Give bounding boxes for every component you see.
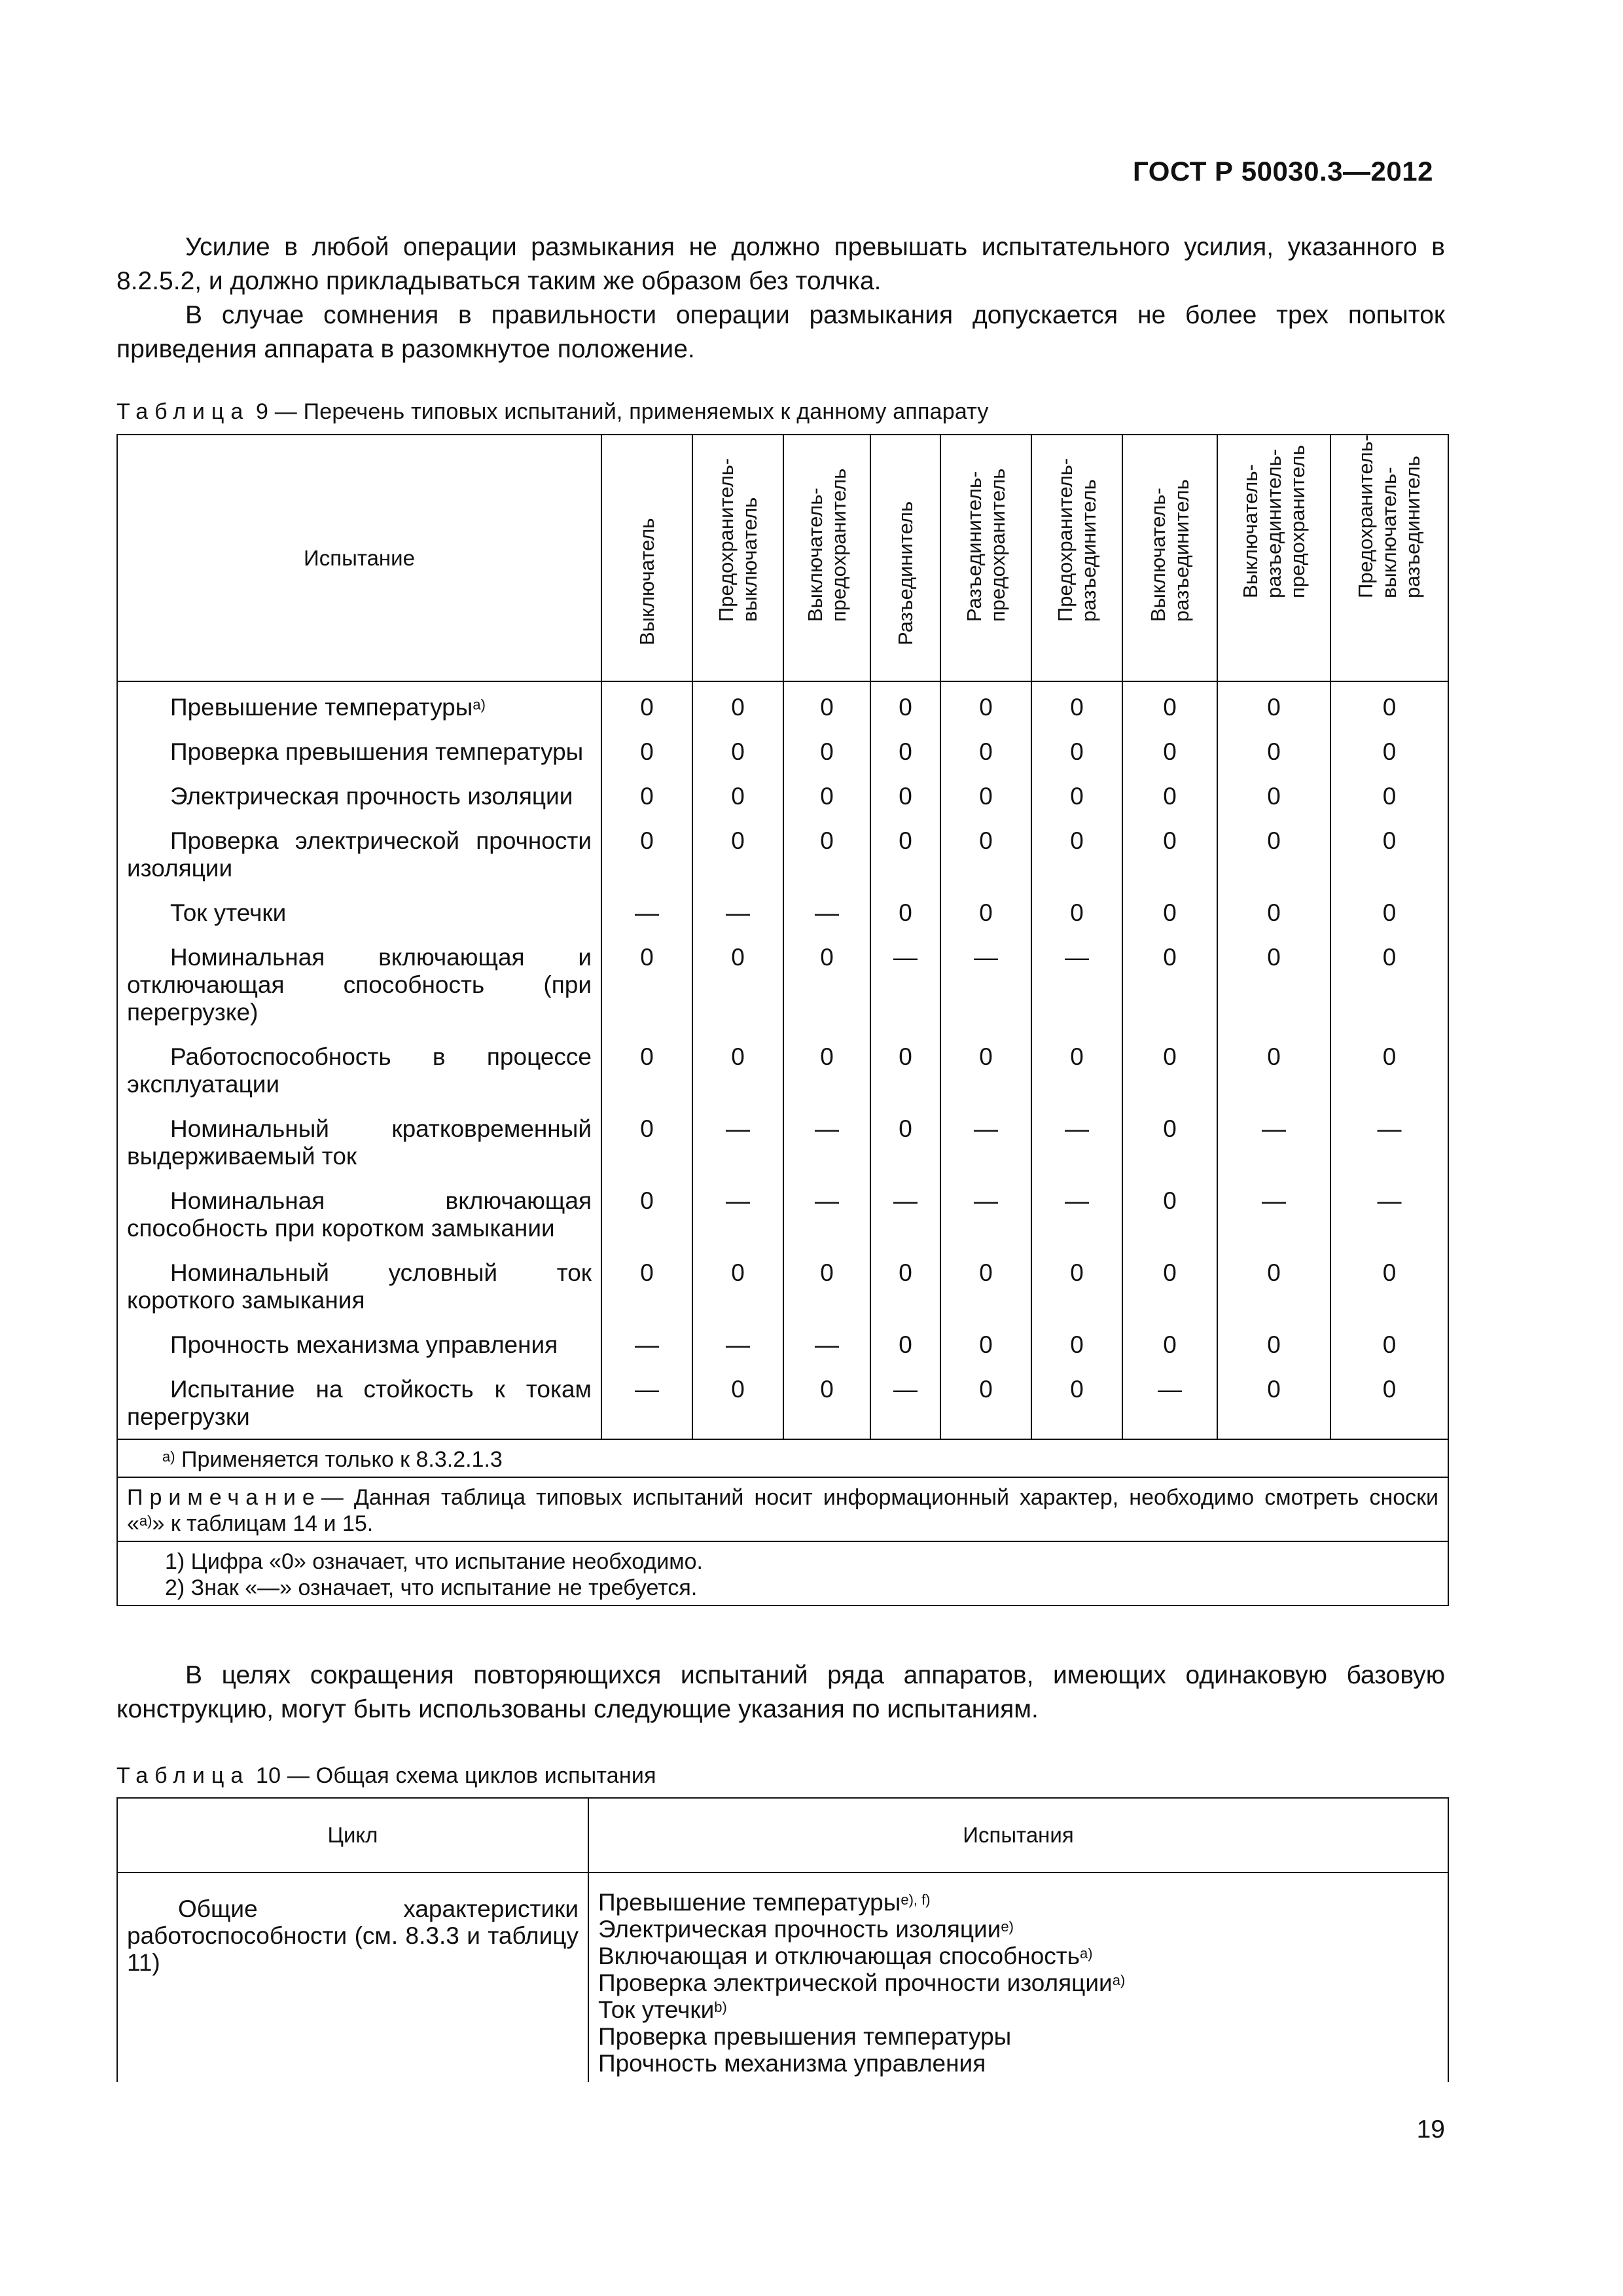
requirement-cell: 0 bbox=[1031, 888, 1122, 932]
table-row bbox=[117, 888, 1448, 932]
test-name-cell bbox=[117, 771, 601, 816]
test-item-text: Прочность механизма управления bbox=[598, 2050, 986, 2077]
requirement-cell: — bbox=[940, 1103, 1031, 1175]
table9-footnote-mark: a) bbox=[162, 1448, 175, 1465]
requirement-cell: 0 bbox=[1217, 932, 1330, 1031]
requirement-cell: — bbox=[783, 1103, 870, 1175]
table9-header-col bbox=[1031, 435, 1122, 681]
test-name-cell bbox=[117, 1175, 601, 1247]
table9-note-text-1: — Данная таблица типовых испытаний носит информационный характер, необходимо смотреть сноски « bbox=[127, 1485, 1438, 1536]
test-item-footnote-mark: b) bbox=[714, 1999, 727, 2015]
requirement-cell: 0 bbox=[783, 1031, 870, 1103]
table10-caption-text: 10 — Общая схема циклов испытания bbox=[255, 1763, 656, 1788]
requirement-cell: 0 bbox=[1031, 771, 1122, 816]
table9-header-col bbox=[940, 435, 1031, 681]
requirement-cell: 0 bbox=[1031, 1031, 1122, 1103]
test-name-cell bbox=[117, 1247, 601, 1319]
table9-note-text-2: » к таблицам 14 и 15. bbox=[152, 1511, 374, 1536]
table9-legend bbox=[117, 1541, 1448, 1605]
table-row bbox=[117, 1319, 1448, 1364]
table9-header-test: Испытание bbox=[117, 435, 601, 681]
test-name-cell bbox=[117, 816, 601, 888]
list-item bbox=[598, 1889, 1438, 1916]
requirement-cell: 0 bbox=[783, 1247, 870, 1319]
table-row bbox=[117, 816, 1448, 888]
requirement-cell: 0 bbox=[1031, 1364, 1122, 1439]
requirement-cell: 0 bbox=[692, 816, 783, 888]
requirement-cell: 0 bbox=[692, 681, 783, 726]
requirement-cell: 0 bbox=[1217, 1031, 1330, 1103]
requirement-cell: 0 bbox=[1330, 1247, 1448, 1319]
requirement-cell: 0 bbox=[692, 1247, 783, 1319]
test-name: Номинальная включающая и отключающая способность (при перегрузке) bbox=[127, 944, 592, 1026]
table-row bbox=[117, 932, 1448, 1031]
requirement-cell: 0 bbox=[1122, 1175, 1217, 1247]
table9-header-col bbox=[1330, 435, 1448, 681]
table9-header-row bbox=[117, 435, 1448, 681]
requirement-cell: 0 bbox=[940, 1364, 1031, 1439]
table9-header-col bbox=[870, 435, 940, 681]
requirement-cell: 0 bbox=[870, 771, 940, 816]
table9-legend-item-2: 2) Знак «—» означает, что испытание не требуется. bbox=[165, 1575, 698, 1600]
table9-header-col bbox=[1217, 435, 1330, 681]
table9-note-word: Примечание bbox=[127, 1485, 321, 1510]
requirement-cell: 0 bbox=[870, 681, 940, 726]
requirement-cell: 0 bbox=[1330, 771, 1448, 816]
requirement-cell: — bbox=[692, 1319, 783, 1364]
table-row bbox=[117, 726, 1448, 771]
table9-header-col-label: Выключатель bbox=[635, 518, 658, 645]
requirement-cell: 0 bbox=[1031, 816, 1122, 888]
table10-tests-cell bbox=[588, 1873, 1448, 2082]
test-name-cell bbox=[117, 1031, 601, 1103]
requirement-cell: 0 bbox=[1217, 888, 1330, 932]
table-test-cycles bbox=[116, 1797, 1449, 2082]
requirement-cell: 0 bbox=[870, 816, 940, 888]
test-name: Электрическая прочность изоляции bbox=[170, 783, 573, 810]
requirement-cell: 0 bbox=[601, 816, 692, 888]
requirement-cell: 0 bbox=[1122, 1103, 1217, 1175]
requirement-cell: — bbox=[870, 932, 940, 1031]
requirement-cell: 0 bbox=[692, 1031, 783, 1103]
table9-header-col-label: Выключатель- разъединитель bbox=[1146, 479, 1193, 622]
requirement-cell: 0 bbox=[940, 1247, 1031, 1319]
table9-header-col-wrap bbox=[1032, 435, 1122, 681]
requirement-cell: 0 bbox=[940, 726, 1031, 771]
requirement-cell: 0 bbox=[1031, 681, 1122, 726]
requirement-cell: — bbox=[692, 1175, 783, 1247]
table-row bbox=[117, 681, 1448, 726]
table9-header-col-label: Разъединитель bbox=[893, 501, 917, 645]
requirement-cell: — bbox=[940, 932, 1031, 1031]
table9-legend-item-1: 1) Цифра «0» означает, что испытание необходимо. bbox=[165, 1549, 703, 1574]
test-name: Номинальный условный ток короткого замыкания bbox=[127, 1259, 592, 1314]
requirement-cell: 0 bbox=[1330, 1364, 1448, 1439]
requirement-cell: 0 bbox=[1330, 932, 1448, 1031]
test-name-cell bbox=[117, 1319, 601, 1364]
table9-caption bbox=[116, 399, 989, 425]
requirement-cell: 0 bbox=[1330, 726, 1448, 771]
requirement-cell: 0 bbox=[1217, 816, 1330, 888]
list-item bbox=[598, 1916, 1438, 1943]
requirement-cell: — bbox=[783, 888, 870, 932]
paragraph-opening-attempts: В случае сомнения в правильности операции размыкания допускается не более трех попыток приведения аппарата в разомкнутое положение. bbox=[116, 301, 1445, 363]
table9-body bbox=[117, 681, 1448, 1439]
test-name-cell bbox=[117, 932, 601, 1031]
requirement-cell: 0 bbox=[692, 932, 783, 1031]
requirement-cell: 0 bbox=[1122, 816, 1217, 888]
requirement-cell: — bbox=[1217, 1175, 1330, 1247]
test-name: Превышение температуры bbox=[170, 694, 473, 721]
table-row bbox=[117, 1364, 1448, 1439]
requirement-cell: 0 bbox=[870, 1247, 940, 1319]
test-name-cell bbox=[117, 1103, 601, 1175]
table9-header-col bbox=[692, 435, 783, 681]
test-name: Проверка электрической прочности изоляции bbox=[127, 827, 592, 882]
table-row bbox=[117, 1175, 1448, 1247]
paragraph-test-guidance: В целях сокращения повторяющихся испытаний ряда аппаратов, имеющих одинаковую базовую конструкцию, могут быть использованы следующие указания по испытаниям. bbox=[116, 1661, 1445, 1723]
requirement-cell: 0 bbox=[601, 726, 692, 771]
table9-header-col bbox=[601, 435, 692, 681]
table9-header-col-wrap bbox=[941, 435, 1031, 681]
table9-header-col-wrap bbox=[1123, 435, 1217, 681]
requirement-cell: 0 bbox=[1330, 1319, 1448, 1364]
test-item-footnote-mark: e) bbox=[1001, 1918, 1014, 1935]
requirement-cell: 0 bbox=[870, 888, 940, 932]
test-item-text: Электрическая прочность изоляции bbox=[598, 1916, 1001, 1943]
requirement-cell: 0 bbox=[1122, 1031, 1217, 1103]
table9-header-col-label: Предохранитель- выключатель- разъединитель bbox=[1354, 434, 1424, 598]
test-name: Испытание на стойкость к токам перегрузки bbox=[127, 1376, 592, 1430]
list-item bbox=[598, 2023, 1438, 2050]
requirement-cell: 0 bbox=[1330, 888, 1448, 932]
table9-note-row bbox=[117, 1477, 1448, 1541]
requirement-cell: — bbox=[783, 1175, 870, 1247]
table9-header-col bbox=[1122, 435, 1217, 681]
document-code: ГОСТ Р 50030.3—2012 bbox=[1133, 156, 1433, 187]
requirement-cell: 0 bbox=[1122, 726, 1217, 771]
requirement-cell: — bbox=[1330, 1175, 1448, 1247]
requirement-cell: — bbox=[940, 1175, 1031, 1247]
list-item bbox=[598, 2050, 1438, 2077]
requirement-cell: 0 bbox=[940, 888, 1031, 932]
requirement-cell: — bbox=[1122, 1364, 1217, 1439]
test-name: Номинальный кратковременный выдерживаемый ток bbox=[127, 1115, 592, 1170]
requirement-cell: 0 bbox=[601, 1103, 692, 1175]
requirement-cell: 0 bbox=[1031, 1247, 1122, 1319]
requirement-cell: 0 bbox=[870, 1103, 940, 1175]
table9-footnote-text: Применяется только к 8.3.2.1.3 bbox=[181, 1447, 503, 1472]
test-name-cell bbox=[117, 726, 601, 771]
requirement-cell: 0 bbox=[940, 771, 1031, 816]
test-name: Номинальная включающая способность при коротком замыкании bbox=[127, 1187, 592, 1242]
requirement-cell: — bbox=[692, 1103, 783, 1175]
table9-header-col-label: Выключатель- предохранитель bbox=[803, 468, 850, 622]
table10-caption bbox=[116, 1763, 656, 1789]
table9-header-col-wrap bbox=[1331, 435, 1448, 681]
requirement-cell: 0 bbox=[940, 1031, 1031, 1103]
requirement-cell: 0 bbox=[870, 1319, 940, 1364]
table-row bbox=[117, 1247, 1448, 1319]
table9-header-col-wrap bbox=[602, 435, 692, 681]
requirement-cell: 0 bbox=[1217, 1319, 1330, 1364]
requirement-cell: 0 bbox=[1330, 816, 1448, 888]
requirement-cell: 0 bbox=[870, 1031, 940, 1103]
requirement-cell: 0 bbox=[1122, 1319, 1217, 1364]
test-item-text: Включающая и отключающая способность bbox=[598, 1943, 1080, 1969]
table9-header-col bbox=[783, 435, 870, 681]
requirement-cell: 0 bbox=[1122, 1247, 1217, 1319]
table10-header-row bbox=[117, 1798, 1448, 1873]
test-name: Прочность механизма управления bbox=[170, 1331, 558, 1358]
requirement-cell: 0 bbox=[1330, 1031, 1448, 1103]
test-item-text: Проверка электрической прочности изоляции bbox=[598, 1969, 1113, 1996]
requirement-cell: — bbox=[783, 1319, 870, 1364]
test-name: Проверка превышения температуры bbox=[170, 738, 584, 765]
requirement-cell: 0 bbox=[1217, 726, 1330, 771]
requirement-cell: 0 bbox=[1217, 1247, 1330, 1319]
requirement-cell: 0 bbox=[940, 1319, 1031, 1364]
table9-footnote-row bbox=[117, 1439, 1448, 1477]
table9-legend-row bbox=[117, 1541, 1448, 1605]
requirement-cell: 0 bbox=[783, 681, 870, 726]
test-name-cell bbox=[117, 888, 601, 932]
requirement-cell: — bbox=[870, 1364, 940, 1439]
requirement-cell: 0 bbox=[692, 1364, 783, 1439]
table9-header-col-label: Предохранитель- разъединитель bbox=[1053, 457, 1100, 622]
table10-row bbox=[117, 1873, 1448, 2082]
table10-header-tests: Испытания bbox=[588, 1798, 1448, 1873]
requirement-cell: — bbox=[692, 888, 783, 932]
requirement-cell: 0 bbox=[1122, 888, 1217, 932]
table9-caption-word: Таблица bbox=[116, 399, 250, 424]
test-item-footnote-mark: a) bbox=[1080, 1945, 1093, 1962]
requirement-cell: 0 bbox=[1031, 726, 1122, 771]
table10-header-cycle: Цикл bbox=[117, 1798, 588, 1873]
table9-footnote bbox=[117, 1439, 1448, 1477]
table-row bbox=[117, 1031, 1448, 1103]
list-item bbox=[598, 1996, 1438, 2023]
requirement-cell: — bbox=[1031, 1175, 1122, 1247]
table9-header-col-wrap bbox=[1218, 435, 1330, 681]
table10-cycle-cell: Общие характеристики работоспособности (см. 8.3.3 и таблицу 11) bbox=[117, 1873, 588, 2082]
requirement-cell: 0 bbox=[783, 1364, 870, 1439]
requirement-cell: 0 bbox=[783, 726, 870, 771]
list-item bbox=[598, 1969, 1438, 1996]
requirement-cell: 0 bbox=[601, 932, 692, 1031]
table-type-tests bbox=[116, 434, 1449, 1606]
requirement-cell: 0 bbox=[1122, 771, 1217, 816]
requirement-cell: — bbox=[601, 1319, 692, 1364]
requirement-cell: 0 bbox=[1217, 1364, 1330, 1439]
test-item-footnote-mark: a) bbox=[1112, 1972, 1126, 1988]
requirement-cell: 0 bbox=[1330, 681, 1448, 726]
requirement-cell: 0 bbox=[1217, 771, 1330, 816]
list-item bbox=[598, 1943, 1438, 1969]
requirement-cell: 0 bbox=[1031, 1319, 1122, 1364]
test-name-footnote-mark: a) bbox=[473, 696, 486, 713]
requirement-cell: 0 bbox=[601, 681, 692, 726]
table9-caption-text: 9 — Перечень типовых испытаний, применяемых к данному аппарату bbox=[255, 399, 989, 424]
test-item-text: Превышение температуры bbox=[598, 1889, 901, 1916]
requirement-cell: 0 bbox=[692, 771, 783, 816]
test-name-cell bbox=[117, 681, 601, 726]
requirement-cell: — bbox=[870, 1175, 940, 1247]
requirement-cell: — bbox=[1031, 1103, 1122, 1175]
requirement-cell: 0 bbox=[870, 726, 940, 771]
requirement-cell: — bbox=[1031, 932, 1122, 1031]
requirement-cell: 0 bbox=[601, 771, 692, 816]
table9-header-col-wrap bbox=[693, 435, 783, 681]
requirement-cell: 0 bbox=[692, 726, 783, 771]
requirement-cell: — bbox=[1217, 1103, 1330, 1175]
test-item-text: Ток утечки bbox=[598, 1996, 715, 2023]
table9-header-col-wrap bbox=[784, 435, 870, 681]
requirement-cell: 0 bbox=[601, 1247, 692, 1319]
requirement-cell: 0 bbox=[940, 816, 1031, 888]
table9-note bbox=[117, 1477, 1448, 1541]
table-row bbox=[117, 771, 1448, 816]
test-name-cell bbox=[117, 1364, 601, 1439]
test-name: Работоспособность в процессе эксплуатации bbox=[127, 1043, 592, 1098]
requirement-cell: — bbox=[601, 1364, 692, 1439]
test-item-footnote-mark: e), f) bbox=[901, 1892, 931, 1908]
requirement-cell: 0 bbox=[783, 816, 870, 888]
requirement-cell: 0 bbox=[783, 932, 870, 1031]
test-name: Ток утечки bbox=[170, 899, 287, 926]
requirement-cell: 0 bbox=[783, 771, 870, 816]
table9-header-col-wrap bbox=[871, 435, 940, 681]
table9-note-sup: a) bbox=[139, 1513, 152, 1529]
requirement-cell: — bbox=[1330, 1103, 1448, 1175]
table9-header-col-label: Разъединитель- предохранитель bbox=[962, 468, 1009, 622]
table9-header-col-label: Выключатель- разъединитель- предохранитель bbox=[1238, 444, 1309, 598]
requirement-cell: — bbox=[601, 888, 692, 932]
requirement-cell: 0 bbox=[601, 1175, 692, 1247]
table9-header-col-label: Предохранитель- выключатель bbox=[714, 457, 761, 622]
requirement-cell: 0 bbox=[601, 1031, 692, 1103]
paragraph-opening-force: Усилие в любой операции размыкания не должно превышать испытательного усилия, указанного в 8.2.5.2, и должно прикладываться таким же образом без толчка. bbox=[116, 233, 1445, 295]
requirement-cell: 0 bbox=[1122, 681, 1217, 726]
page-number: 19 bbox=[1416, 2115, 1445, 2144]
test-item-text: Проверка превышения температуры bbox=[598, 2023, 1012, 2050]
table10-caption-word: Таблица bbox=[116, 1763, 250, 1788]
table-row bbox=[117, 1103, 1448, 1175]
requirement-cell: 0 bbox=[1217, 681, 1330, 726]
requirement-cell: 0 bbox=[940, 681, 1031, 726]
requirement-cell: 0 bbox=[1122, 932, 1217, 1031]
